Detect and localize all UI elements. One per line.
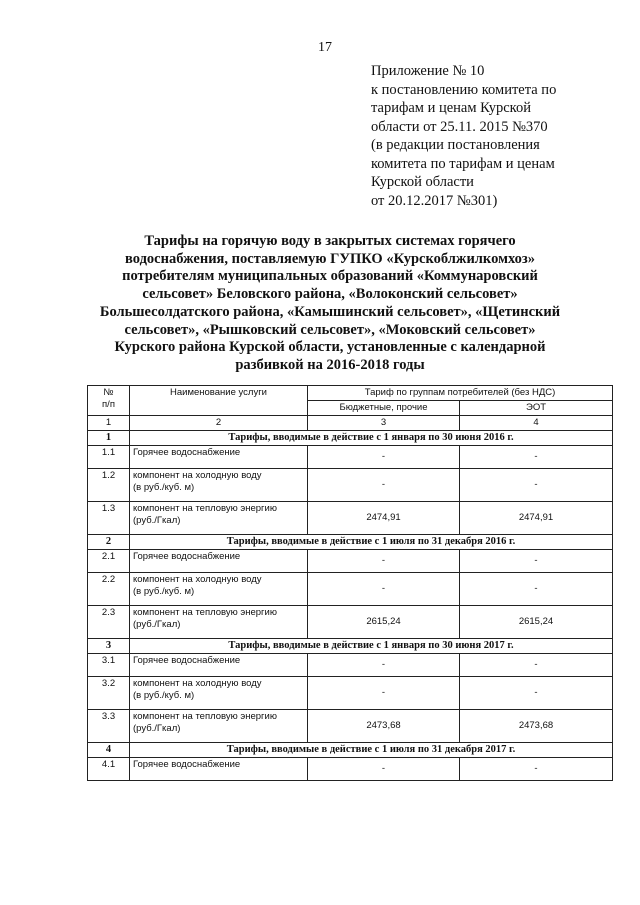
row-number: 3.2 <box>88 677 130 710</box>
row-number: 1.3 <box>88 502 130 535</box>
document-title <box>80 233 580 375</box>
title-line: Большесолдатского района, «Камышинский сельсовет», «Щетинский <box>99 303 561 320</box>
title-line: разбивкой на 2016-2018 годы <box>235 356 425 373</box>
period-title: Тарифы, вводимые в действие с 1 января по 30 июня 2016 г. <box>130 431 613 446</box>
column-index: 2 <box>130 416 308 431</box>
service-name: компонент на тепловую энергию (руб./Гкал) <box>130 606 308 639</box>
table-row <box>88 758 613 781</box>
table-row <box>88 573 613 606</box>
eot-value: - <box>460 550 613 573</box>
service-name: Горячее водоснабжение <box>130 758 308 781</box>
service-name: компонент на тепловую энергию (руб./Гкал) <box>130 502 308 535</box>
page-number: 17 <box>318 40 332 55</box>
budget-value: - <box>308 469 460 502</box>
row-number: 1.2 <box>88 469 130 502</box>
table-row <box>88 469 613 502</box>
budget-value: - <box>308 677 460 710</box>
column-index-row <box>88 416 613 431</box>
period-number: 1 <box>88 431 130 446</box>
period-row <box>88 431 613 446</box>
appendix-line: Курской области <box>371 174 474 190</box>
title-line: водоснабжения, поставляемую ГУПКО «Курскоблжилкомхоз» <box>125 250 535 267</box>
service-name: Горячее водоснабжение <box>130 446 308 469</box>
budget-value: - <box>308 573 460 606</box>
table-row <box>88 654 613 677</box>
title-line: Курского района Курской области, установленные с календарной <box>114 339 546 356</box>
appendix-line: Приложение № 10 <box>371 63 485 79</box>
appendix-line: комитета по тарифам и ценам <box>371 155 555 172</box>
table-row <box>88 550 613 573</box>
period-number: 3 <box>88 639 130 654</box>
table-row <box>88 502 613 535</box>
row-number: 1.1 <box>88 446 130 469</box>
appendix-line: от 20.12.2017 №301) <box>371 192 498 209</box>
period-title: Тарифы, вводимые в действие с 1 июля по 31 декабря 2016 г. <box>130 535 613 550</box>
row-number: 2.1 <box>88 550 130 573</box>
column-index: 4 <box>460 416 613 431</box>
row-number: 3.3 <box>88 710 130 743</box>
eot-value: - <box>460 573 613 606</box>
period-row <box>88 743 613 758</box>
period-title: Тарифы, вводимые в действие с 1 июля по 31 декабря 2017 г. <box>130 743 613 758</box>
header-number: № п/п <box>88 386 130 416</box>
eot-value: - <box>460 446 613 469</box>
eot-value: - <box>460 654 613 677</box>
budget-value: - <box>308 758 460 781</box>
row-number: 2.2 <box>88 573 130 606</box>
table-row <box>88 606 613 639</box>
eot-value: 2473,68 <box>460 710 613 743</box>
eot-value: - <box>460 469 613 502</box>
service-name: компонент на холодную воду (в руб./куб. м) <box>130 677 308 710</box>
appendix-line: к постановлению комитета по <box>371 81 557 98</box>
service-name: компонент на тепловую энергию (руб./Гкал) <box>130 710 308 743</box>
row-number: 2.3 <box>88 606 130 639</box>
service-name: Горячее водоснабжение <box>130 654 308 677</box>
eot-value: 2615,24 <box>460 606 613 639</box>
period-number: 2 <box>88 535 130 550</box>
row-number: 4.1 <box>88 758 130 781</box>
table-header-row <box>88 386 613 401</box>
appendix-note <box>371 62 611 210</box>
table-row <box>88 677 613 710</box>
header-budget: Бюджетные, прочие <box>308 401 460 416</box>
eot-value: 2474,91 <box>460 502 613 535</box>
budget-value: 2474,91 <box>308 502 460 535</box>
tariff-table <box>87 385 613 781</box>
budget-value: - <box>308 446 460 469</box>
eot-value: - <box>460 677 613 710</box>
period-row <box>88 639 613 654</box>
title-line: сельсовет», «Рышковский сельсовет», «Моковский сельсовет» <box>124 321 536 338</box>
title-line: сельсовет» Беловского района, «Волоконский сельсовет» <box>142 286 518 303</box>
row-number: 3.1 <box>88 654 130 677</box>
budget-value: 2473,68 <box>308 710 460 743</box>
budget-value: - <box>308 550 460 573</box>
table-row <box>88 446 613 469</box>
column-index: 3 <box>308 416 460 431</box>
eot-value: - <box>460 758 613 781</box>
title-line: потребителям муниципальных образований «Коммунаровский <box>122 268 538 285</box>
header-eot: ЭОТ <box>460 401 613 416</box>
service-name: Горячее водоснабжение <box>130 550 308 573</box>
title-line: Тарифы на горячую воду в закрытых системах горячего <box>144 233 516 249</box>
budget-value: 2615,24 <box>308 606 460 639</box>
header-service: Наименование услуги <box>130 386 308 416</box>
column-index: 1 <box>88 416 130 431</box>
budget-value: - <box>308 654 460 677</box>
appendix-line: тарифам и ценам Курской <box>371 100 532 116</box>
service-name: компонент на холодную воду (в руб./куб. м) <box>130 573 308 606</box>
service-name: компонент на холодную воду (в руб./куб. м) <box>130 469 308 502</box>
period-title: Тарифы, вводимые в действие с 1 января по 30 июня 2017 г. <box>130 639 613 654</box>
appendix-line: области от 25.11. 2015 №370 <box>371 118 548 135</box>
header-tariff-group: Тариф по группам потребителей (без НДС) <box>308 386 613 401</box>
appendix-line: (в редакции постановления <box>371 137 540 153</box>
period-row <box>88 535 613 550</box>
table-row <box>88 710 613 743</box>
period-number: 4 <box>88 743 130 758</box>
